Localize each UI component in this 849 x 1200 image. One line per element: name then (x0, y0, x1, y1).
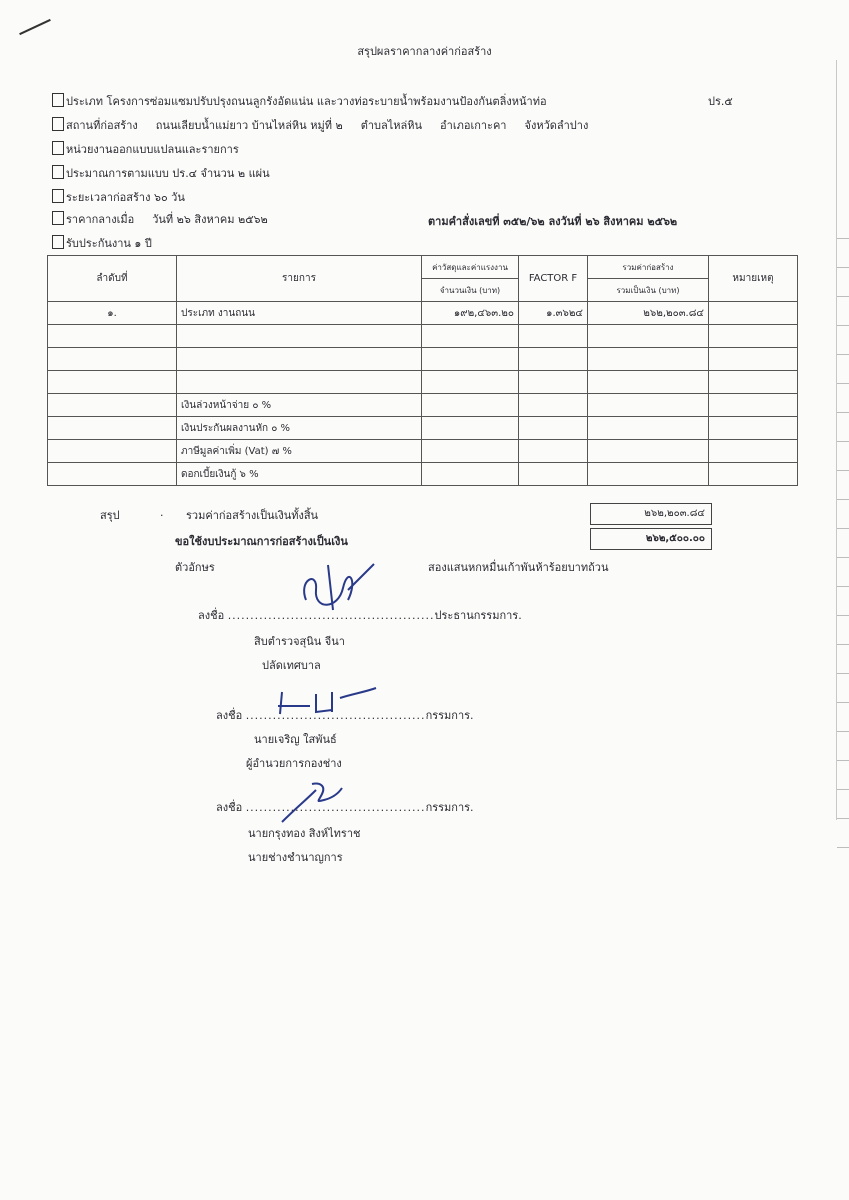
row-note (709, 302, 798, 325)
signature-line-2: ลงชื่อ ........................................กรรมการ. (216, 709, 474, 722)
header-total-bottom: รวมเป็นเงิน (บาท) (588, 279, 709, 302)
checkbox-icon (52, 141, 64, 155)
table-row (48, 371, 798, 394)
adjacent-page-edge (836, 60, 849, 820)
design-unit-line: หน่วยงานออกแบบแปลนและรายการ (52, 140, 239, 158)
adjustment-retention: เงินประกันผลงานหัก ๐ % (177, 417, 422, 440)
table-row (48, 440, 798, 463)
page-title: สรุปผลราคากลางค่าก่อสร้าง (357, 45, 492, 58)
words-value: สองแสนหกหมื่นเก้าพันห้าร้อยบาทถ้วน (428, 561, 609, 574)
checkbox-icon (52, 189, 64, 203)
checkbox-icon (52, 211, 64, 225)
checkbox-icon (52, 93, 64, 107)
header-cost-top: ค่าวัสดุและค่าแรงงาน (422, 256, 519, 279)
header-total-top: รวมค่าก่อสร้าง (588, 256, 709, 279)
signer-name-1: สิบตำรวจสุนิน จีนา (254, 635, 345, 648)
checkbox-icon (52, 165, 64, 179)
project-line: ประเภท โครงการซ่อมแซมปรับปรุงถนนลูกรังอัดแน่น และวางท่อระบายน้ำพร้อมงานป้องกันตลิ่งหน้าท่อ (52, 92, 547, 110)
header-note: หมายเหตุ (709, 256, 798, 302)
adjustment-advance: เงินล่วงหน้าจ่าย ๐ % (177, 394, 422, 417)
adjustment-vat: ภาษีมูลค่าเพิ่ม (Vat) ๗ % (177, 440, 422, 463)
row-total: ๒๖๒,๒๐๓.๘๔ (588, 302, 709, 325)
signer-position-1: ปลัดเทศบาล (262, 659, 321, 672)
header-item: รายการ (177, 256, 422, 302)
summary-dot: . (160, 506, 164, 519)
duration-line: ระยะเวลาก่อสร้าง ๖๐ วัน (52, 188, 185, 206)
adjustment-interest: ดอกเบี้ยเงินกู้ ๖ % (177, 463, 422, 486)
checkbox-icon (52, 117, 64, 131)
form-code: ปร.๕ (708, 95, 733, 108)
row-no: ๑. (48, 302, 177, 325)
table-row (48, 302, 798, 325)
signer-name-3: นายกรุงทอง สิงห์ไทราช (248, 827, 361, 840)
header-no: ลำดับที่ (48, 256, 177, 302)
table-row (48, 325, 798, 348)
row-item: ประเภท งานถนน (177, 302, 422, 325)
table-row (48, 417, 798, 440)
warranty-line: รับประกันงาน ๑ ปี (52, 234, 152, 252)
row-factor: ๑.๓๖๒๔ (519, 302, 588, 325)
summary-total-label: รวมค่าก่อสร้างเป็นเงินทั้งสิ้น (186, 509, 319, 522)
signature-line-3: ลงชื่อ ........................................กรรมการ. (216, 801, 474, 814)
table-row (48, 348, 798, 371)
location-line: สถานที่ก่อสร้าง ถนนเลียบน้ำแม่ยาว บ้านไหล่หิน หมู่ที่ ๒ ตำบลไหล่หิน อำเภอเกาะคา จังหวัดลำปาง (52, 116, 588, 134)
summary-label: สรุป (100, 509, 120, 522)
estimate-line: ประมาณการตามแบบ ปร.๔ จำนวน ๒ แผ่น (52, 164, 270, 182)
price-table (47, 255, 798, 486)
header-factor: FACTOR F (519, 256, 588, 302)
budget-value: ๒๖๒,๕๐๐.๐๐ (590, 528, 712, 550)
signer-position-3: นายช่างชำนาญการ (248, 851, 343, 864)
signature-line-1: ลงชื่อ ..............................................ประธานกรรมการ. (198, 609, 522, 622)
header-cost-bottom: จำนวนเงิน (บาท) (422, 279, 519, 302)
checkbox-icon (52, 235, 64, 249)
budget-label: ขอใช้งบประมาณการก่อสร้างเป็นเงิน (175, 535, 348, 548)
table-row (48, 394, 798, 417)
signer-name-2: นายเจริญ ใสพันธ์ (254, 733, 337, 746)
pen-mark (19, 19, 51, 35)
median-price-line: ราคากลางเมื่อ วันที่ ๒๖ สิงหาคม ๒๕๖๒ (52, 210, 268, 228)
row-cost: ๑๙๒,๔๖๓.๒๐ (422, 302, 519, 325)
order-reference: ตามคำสั่งเลขที่ ๓๕๒/๖๒ ลงวันที่ ๒๖ สิงหาคม ๒๕๖๒ (428, 215, 678, 228)
signer-position-2: ผู้อำนวยการกองช่าง (246, 757, 342, 770)
words-label: ตัวอักษร (175, 561, 215, 574)
table-header-row (48, 256, 798, 279)
table-row (48, 463, 798, 486)
summary-total-value: ๒๖๒,๒๐๓.๘๔ (590, 503, 712, 525)
